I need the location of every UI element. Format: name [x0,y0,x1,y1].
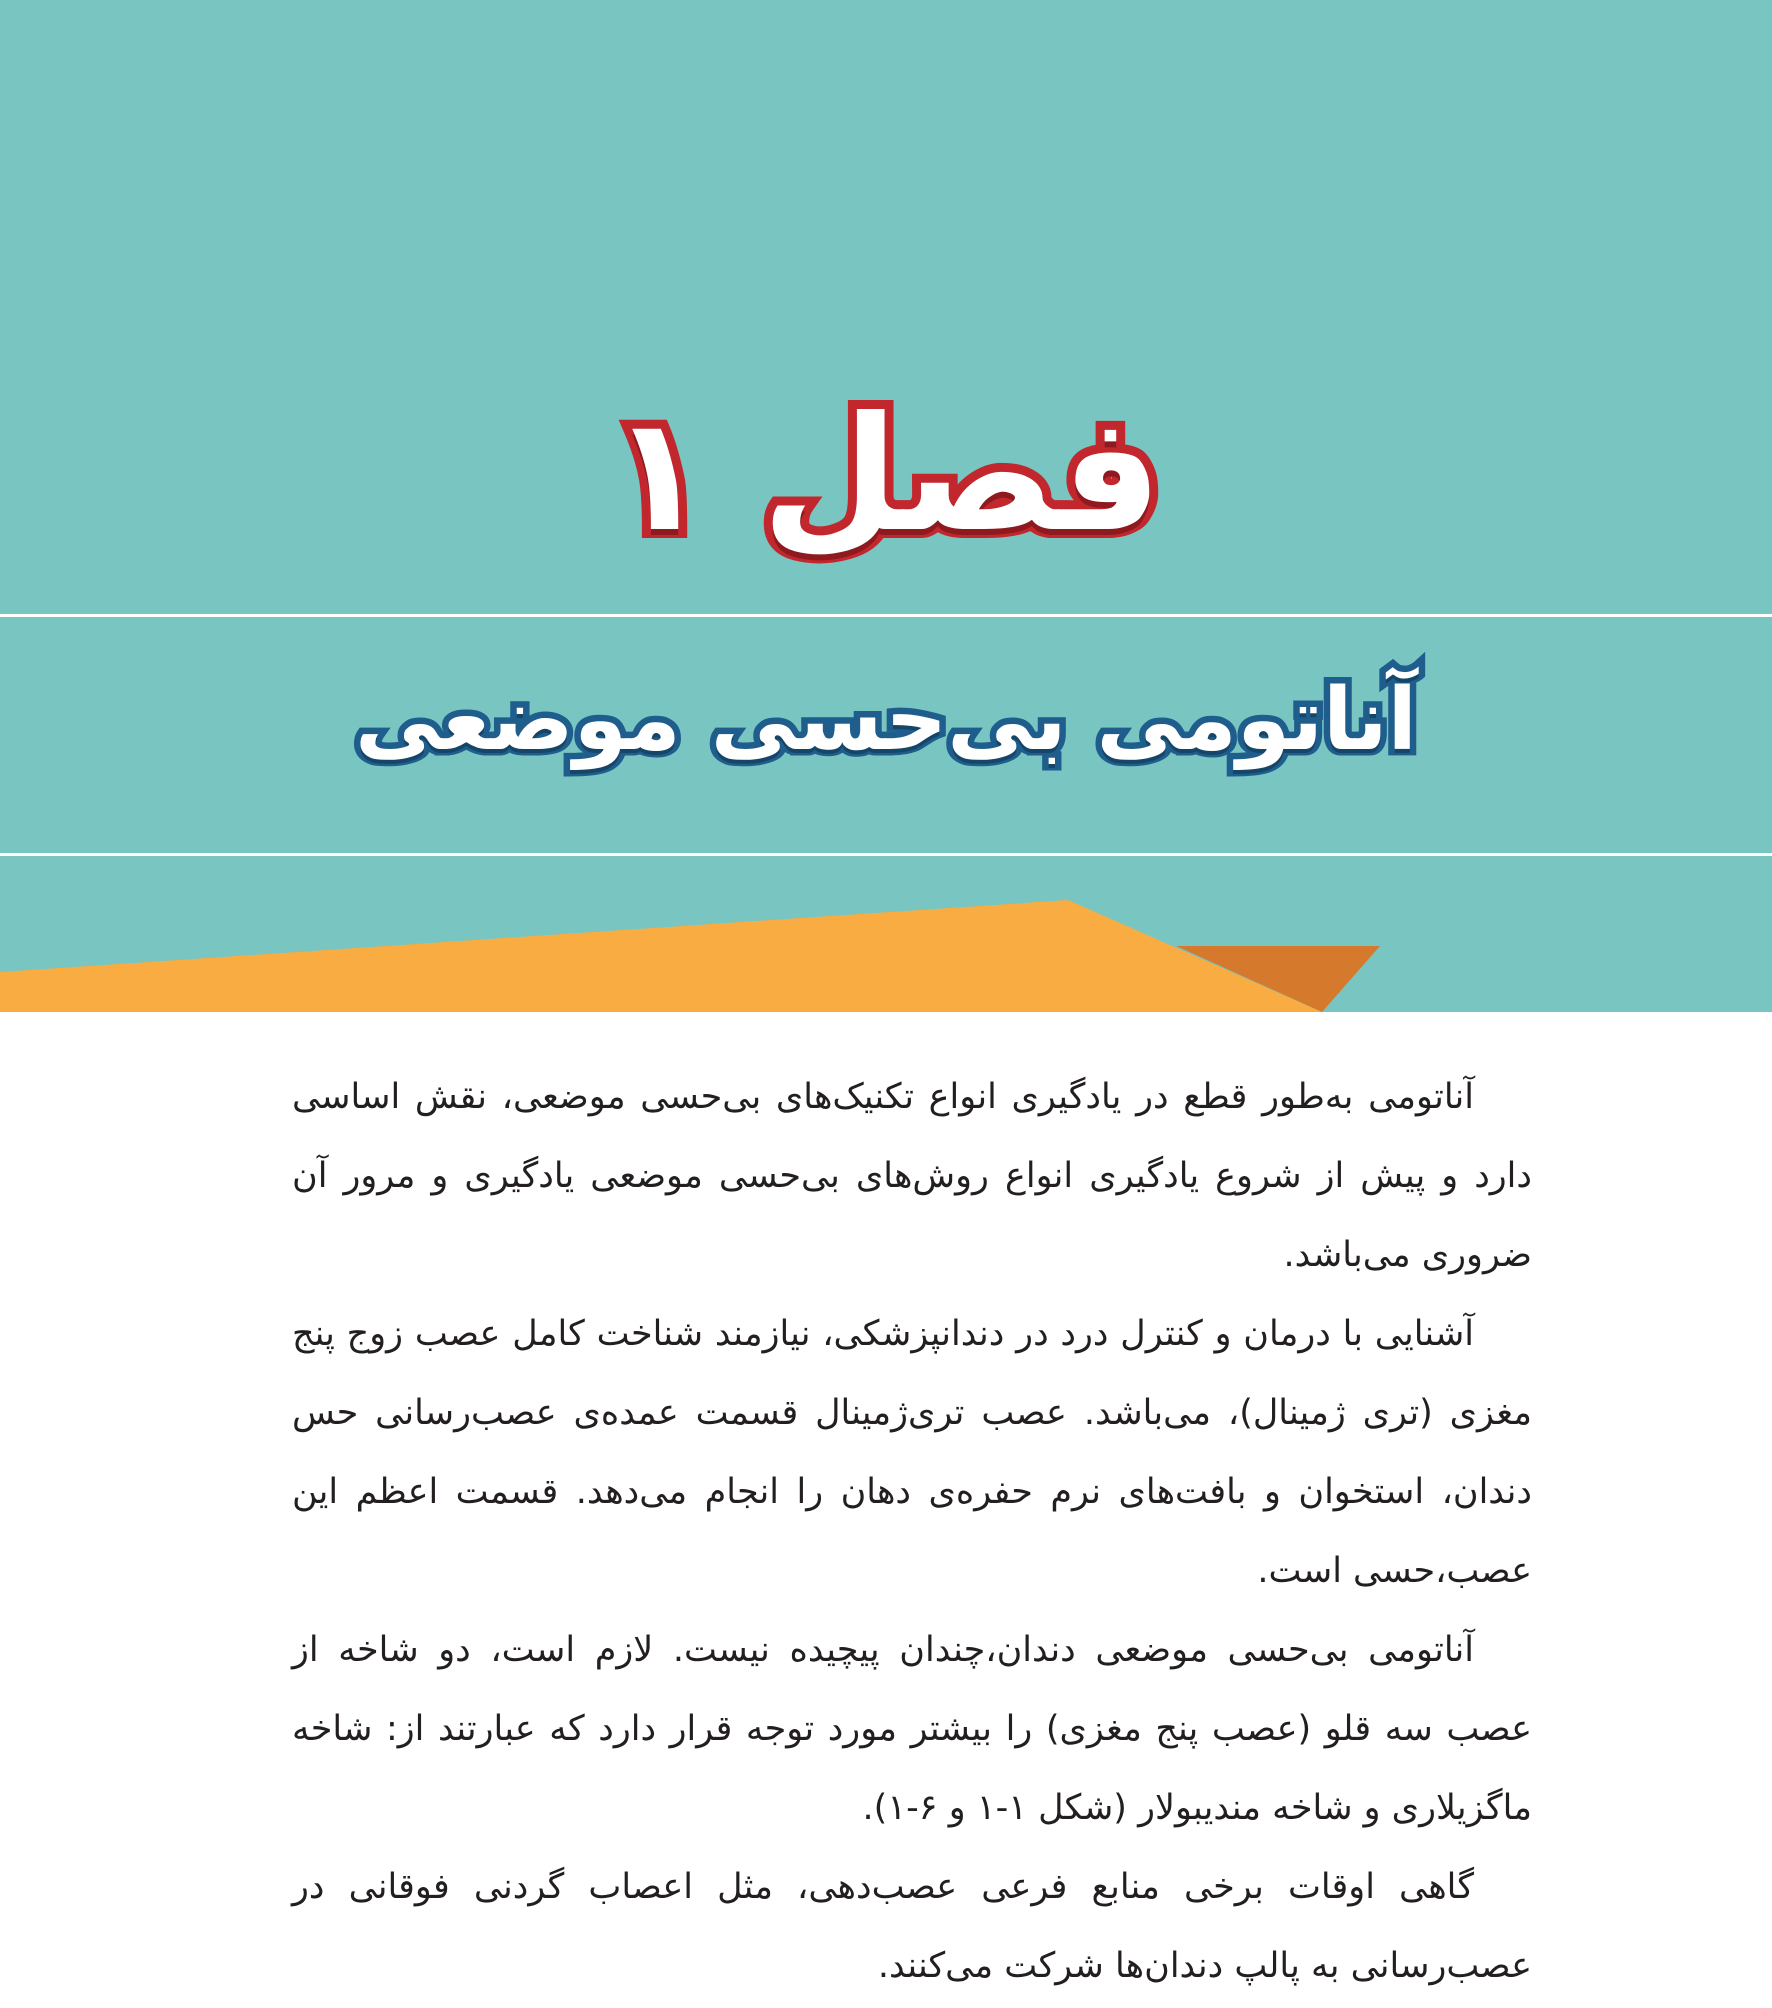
paragraph: آناتومی به‌طور قطع در یادگیری انواع تکنیک‌های بی‌حسی موضعی، نقش اساسی دارد و پیش از شروع یادگیری انواع روش‌های بی‌حسی موضعی یادگیری و مرور آن ضروری می‌باشد. [292,1077,1532,1275]
chapter-title: فصل ۱ [610,383,1162,567]
body-text [292,1058,1532,2006]
paragraph: گاهی اوقات برخی منابع فرعی عصب‌دهی، مثل اعصاب گردنی فوقانی در عصب‌رسانی به پالپ دندان‌ها شرکت می‌کنند. [292,1867,1532,1986]
paragraph: آشنایی با درمان و کنترل درد در دندانپزشکی، نیازمند شناخت کامل عصب زوج پنج مغزی (تری ژمینال)، می‌باشد. عصب تری‌ژمینال قسمت عمده‌ی عصب‌رسانی حس دندان، استخوان و بافت‌های نرم حفره‌ی دهان را انجام می‌دهد. قسمت اعظم این عصب،حسی است. [292,1314,1532,1591]
chapter-subtitle: آناتومی بی‌حسی موضعی [354,670,1418,770]
header-divider-bottom [0,853,1772,856]
ribbon-light-band [0,900,1322,1012]
header-divider-top [0,614,1772,617]
paragraph: آناتومی بی‌حسی موضعی دندان،چندان پیچیده نیست. لازم است، دو شاخه از عصب سه قلو (عصب پنج مغزی) را بیشتر مورد توجه قرار دارد که عبارتند از: شاخه ماگزیلاری و شاخه مندیبولار (شکل ۱-۱ و ۶-۱). [292,1630,1532,1828]
orange-ribbon-decoration [0,880,1772,1012]
